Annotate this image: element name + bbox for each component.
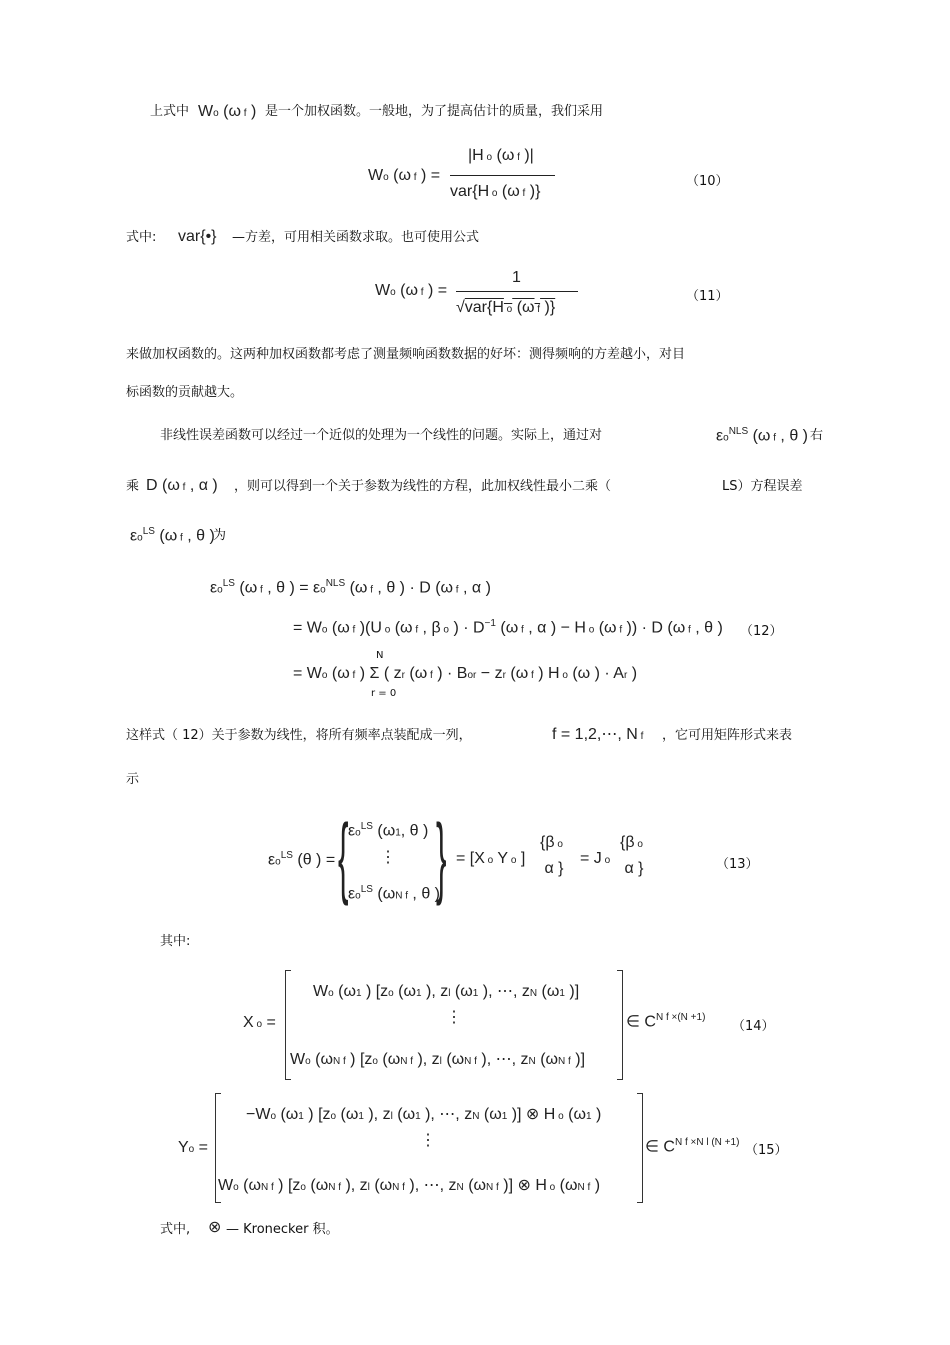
math-d-alpha: D (ω f , α ): [146, 477, 218, 494]
para5-line1: 这样式（ 12）关于参数为线性，将所有频率点装配成一列，: [126, 728, 472, 743]
para1-prefix: 上式中: [150, 104, 190, 119]
para6: 其中:: [160, 934, 191, 949]
eq10-numerator: |H o (ω f )|: [468, 147, 534, 164]
eq11-lhs: Wo (ω f ) =: [375, 282, 448, 299]
eq13-param-vec2: {β o α }: [620, 834, 644, 877]
para4-line2-mid: ，则可以得到一个关于参数为线性的方程，此加权线性最小二乘（: [234, 479, 612, 494]
eq12-line1: $\varepsilon o^{LS}$ (ω f , θ ) = $\varepsilon o^{NLS}$ (ω f , θ ) · D (ω f , α ): [210, 578, 491, 597]
para4-line2-end: LS）方程误差: [722, 479, 803, 494]
eq13-param-vec1: {β o α }: [540, 834, 564, 877]
eq15-vdots: ⋮: [420, 1132, 436, 1149]
eq14-right-bracket: [617, 970, 623, 1080]
eq14-row3: Wo (ωN f ) [zo (ωN f ), zl (ωN f ), ⋯, zN (ωN f )]: [290, 1051, 586, 1068]
eq12-line2: = Wo (ω f )(U o (ω f , β o ) · $D^{-1}$ (ω f , α ) − H o (ω f )) · D (ω f , θ ): [293, 618, 723, 637]
eq12-sum-upper: N: [376, 650, 384, 661]
eq10-lhs: Wo (ω f ) =: [368, 167, 441, 184]
eq13-xy: = [X o Y o ]: [456, 850, 526, 867]
para3-line1: 来做加权函数的。这两种加权函数都考虑了测量频响函数数据的好坏：测得频响的方差越小，对目: [126, 347, 686, 362]
eq13-jo: = J o: [580, 850, 611, 867]
eq13-lhs: $\varepsilon o^{LS}$ (θ ) =: [268, 850, 336, 869]
para2-suffix: —方差，可用相关函数求取。也可使用公式: [232, 230, 480, 245]
eq15-right-bracket: [637, 1093, 643, 1203]
para1-suffix: 是一个加权函数。一般地，为了提高估计的质量，我们采用: [265, 104, 604, 119]
math-eps-ls: $\varepsilon o^{LS}$ (ω f , θ ): [130, 526, 215, 545]
eq11-number: （11）: [686, 289, 729, 304]
eq11-fraction-bar: [456, 291, 578, 292]
eq12-line3: = Wo (ω f ) Σ ( zr (ω f ) · Bor − zr (ω f ) H o (ω ) · Ar ): [293, 665, 638, 682]
para4-right: 右: [810, 428, 824, 443]
para4-line1: 非线性误差函数可以经过一个近似的处理为一个线性的问题。实际上，通过对: [160, 428, 603, 443]
eq14-space: ∈ $C^{N f \times(N +1)}$: [626, 1012, 706, 1031]
para7-prefix: 式中,: [160, 1222, 191, 1237]
otimes-symbol: ⊗: [208, 1219, 222, 1236]
eq13-right-brace: }: [436, 807, 447, 907]
para5-line2: 示: [126, 772, 140, 787]
eq10-denominator: var{H o (ω f )}: [450, 183, 541, 200]
math-eps-nls: $\varepsilon o^{NLS}$ (ω f , θ ): [716, 426, 808, 445]
eq15-row1: −Wo (ω1 ) [zo (ω1 ), zl (ω1 ), ⋯, zN (ω1 )] ⊗ H o (ω1 ): [246, 1106, 602, 1123]
para7-suffix: — Kronecker 积。: [226, 1222, 339, 1237]
eq13-number: （13）: [716, 857, 759, 872]
eq13-vec-row3: $\varepsilon o^{LS}$ (ωN f , θ ): [348, 884, 440, 903]
math-f-range: f = 1,2,⋯, N f: [552, 726, 644, 743]
eq13-left-brace: {: [338, 807, 349, 907]
eq11-denominator: √var{H o (ω f )}: [456, 299, 556, 316]
eq14-number: （14）: [732, 1019, 775, 1034]
eq14-row1: Wo (ω1 ) [zo (ω1 ), zl (ω1 ), ⋯, zN (ω1 )]: [313, 983, 580, 1000]
eq15-space: ∈ $C^{N f \times N l (N +1)}$: [645, 1137, 740, 1156]
eq15-lhs: Yo =: [178, 1139, 209, 1156]
eq14-vdots: ⋮: [446, 1009, 462, 1026]
math-wo-inline: Wo (ω f ): [198, 103, 257, 120]
para4-line3-suffix: 为: [213, 528, 227, 543]
eq10-fraction-bar: [450, 175, 555, 176]
eq12-number: （12）: [740, 624, 783, 639]
para3-line2: 标函数的贡献越大。: [126, 385, 244, 400]
math-var-dot: var{•}: [178, 228, 217, 245]
eq12-sum-lower: r = 0: [371, 688, 397, 699]
eq15-row3: Wo (ωN f ) [zo (ωN f ), zl (ωN f ), ⋯, zN (ωN f )] ⊗ H o (ωN f ): [218, 1177, 601, 1194]
para2-prefix: 式中:: [126, 230, 157, 245]
para4-line2-prefix: 乘: [126, 479, 140, 494]
eq15-number: （15）: [745, 1143, 788, 1158]
eq13-vec-row1: $\varepsilon o^{LS}$ (ω1, θ ): [348, 821, 429, 840]
eq14-lhs: X o =: [243, 1014, 276, 1031]
para5-mid: ，它可用矩阵形式来表: [662, 728, 793, 743]
eq13-vec-vdots: ⋮: [380, 849, 396, 866]
eq11-numerator: 1: [512, 269, 521, 286]
eq10-number: （10）: [686, 174, 729, 189]
